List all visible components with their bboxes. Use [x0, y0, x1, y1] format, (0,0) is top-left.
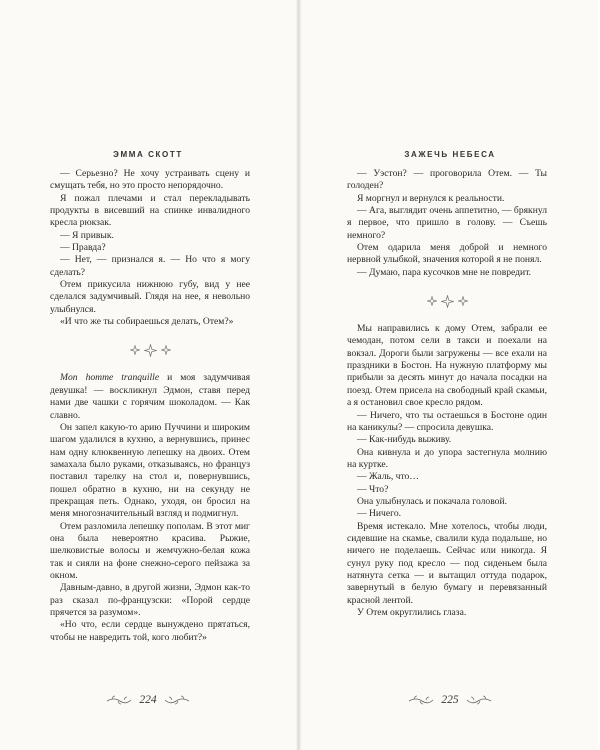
star-ornament-icon: [458, 296, 468, 306]
page-footer: [0, 694, 296, 706]
vine-ornament-icon: [164, 695, 190, 705]
right-page: [302, 0, 598, 750]
paragraph: — Что?: [357, 483, 389, 495]
section-break: [347, 279, 547, 323]
running-head: ЭММА СКОТТ: [113, 150, 183, 159]
vine-ornament-icon: [408, 695, 434, 705]
paragraph: — Думаю, пара кусочков мне не повредит.: [357, 266, 532, 278]
right-body-text: [347, 168, 547, 619]
paragraph: — Ничего, что ты остаешься в Бостоне один на каникулы? — спросила девушка.: [347, 409, 547, 433]
running-head: ЗАЖЕЧЬ НЕБЕСА: [404, 150, 496, 159]
paragraph: Давным-давно, в другой жизни, Эдмон как-то раз сказал по-французски: «Порой сердце прячется за разумом».: [50, 582, 250, 618]
paragraph: — Я привык.: [60, 229, 114, 241]
paragraph: Она улыбнулась и покачала головой.: [357, 495, 508, 507]
star-ornament-icon: [144, 344, 157, 357]
paragraph: Мы направились к дому Отем, забрали ее чемодан, потом сели в такси и поехали на вокзал. Дороги были загружены — все ехали на праздники в Бостон. На нужную платформу мы прибыли за десять минут до начала посадки на поезд. Отем присела на свободный край скамьи, а я остановил свое кресло рядом.: [347, 323, 547, 409]
star-ornament-icon: [427, 296, 437, 306]
paragraph: Время истекало. Мне хотелось, чтобы люди, сидевшие на скамье, свалили куда подальше, но ничего не поделаешь. Сейчас или никогда. Я сунул руку под кресло — под сиденьем была натянута сетка — и вытащил оттуда подарок, завернутый в белую бумагу и перевязанный красной лентой.: [347, 520, 547, 606]
paragraph: — Как-нибудь выживу.: [357, 434, 452, 446]
paragraph: — Ничего.: [357, 508, 402, 520]
paragraph: [50, 372, 250, 421]
star-ornament-icon: [130, 345, 140, 355]
left-body-text: [50, 168, 250, 644]
page-number: 224: [139, 694, 157, 706]
paragraph: «И что же ты собираешься делать, Отем?»: [60, 316, 234, 328]
star-ornament-icon: [441, 295, 454, 308]
page-footer: [302, 694, 598, 706]
paragraph: — Нет, — признался я. — Но что я могу сделать?: [50, 254, 250, 278]
paragraph: Я пожал плечами и стал перекладывать продукты в висевший на спинке инвалидного кресла рюкзак.: [50, 192, 250, 229]
paragraph: Я моргнул и вернулся к реальности.: [357, 192, 505, 204]
paragraph: Он запел какую-то арию Пуччини и широким шагом удалился в кухню, а вернувшись, принес нам одну клюквенную лепешку на двоих. Отем замахала было руками, отказываясь, но француз поставил тарелку на стол и, повернувшись, пошел обратно в кухню, ни на секунду не прекращая петь. Однако, уходя, он бросил на меня многозначительный взгляд и подмигнул.: [50, 421, 250, 520]
paragraph: У Отем округлились глаза.: [357, 607, 467, 618]
star-ornament-icon: [161, 345, 171, 355]
paragraph: Отем прикусила нижнюю губу, вид у нее сделался задумчивый. Глядя на нее, я невольно улыбнулся.: [50, 279, 250, 315]
paragraph: — Ага, выглядит очень аппетитно, — брякнул я первое, что пришло в голову. — Съешь немного?: [347, 205, 547, 241]
paragraph: Отем разломила лепешку пополам. В этот миг она была невероятно красива. Рыжие, шелковистые волосы и жемчужно-белая кожа так и сияли на фоне снежно-серого пейзажа за окном.: [50, 520, 250, 581]
vine-ornament-icon: [466, 695, 492, 705]
page-number: 225: [441, 694, 459, 706]
paragraph: Отем одарила меня доброй и немного нервной улыбкой, значения которой я не понял.: [347, 242, 547, 266]
vine-ornament-icon: [106, 695, 132, 705]
paragraph: — Жаль, что…: [357, 471, 419, 483]
paragraph: — Уэстон? — проговорила Отем. — Ты голоден?: [347, 168, 547, 192]
paragraph: — Правда?: [60, 242, 106, 254]
left-page: [0, 0, 296, 750]
section-break: [50, 328, 250, 372]
italic-phrase: Mon homme tranquille: [60, 372, 160, 384]
paragraph: — Серьезно? Не хочу устраивать сцену и смущать тебя, но это просто непорядочно.: [50, 168, 250, 192]
paragraph-rest: и моя задумчивая девушка! — воскликнул Эдмон, ставя перед нами две чашки с горячим шоколадом. — Как славно.: [50, 372, 250, 421]
paragraph: «Но что, если сердце вынуждено прятаться, чтобы не навредить той, кого любит?»: [50, 619, 250, 643]
paragraph: Она кивнула и до упора застегнула молнию на куртке.: [347, 446, 547, 470]
